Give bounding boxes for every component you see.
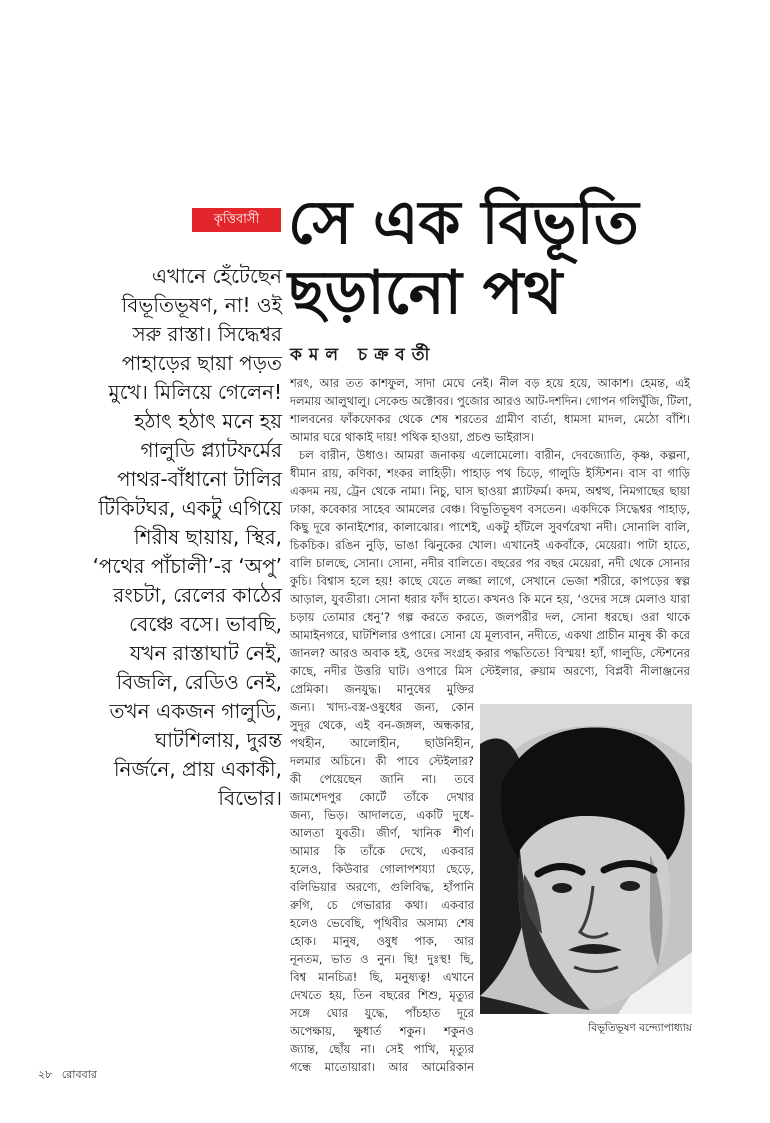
pull-quote-line: বিভোর।	[218, 786, 282, 810]
pull-quote-line: বেঞ্চে বসে। ভাবছি,	[128, 612, 282, 636]
body-line: প্রেমিকা। জনযুদ্ধ। মানুষের মুক্তির	[290, 682, 474, 696]
body-line: গন্ধে মাতোয়ারা। আর আমেরিকান	[290, 1060, 474, 1074]
title-line-2: ছড়ানো পথ	[288, 258, 563, 328]
pull-quote-line: রংচটা, রেলের কাঠের	[113, 583, 282, 607]
body-line: হলেও, কিউবার গোলাপশয্যা ছেড়ে,	[290, 862, 474, 876]
pull-quote	[20, 262, 282, 813]
pull-quote-line: মুখে। মিলিয়ে গেলেন!	[108, 380, 282, 404]
pull-quote-line: বিভূতিভূষণ, না! ওই	[121, 293, 282, 317]
page-footer	[38, 1066, 97, 1085]
body-line: একদম নয়, ট্রেন থেকে নামা। নিচু, ঘাস ছাওয়া প্ল্যাটফর্ম। কদম, অশ্বত্থ, নিমগাছের ছায়া	[290, 484, 690, 498]
body-line: আমার ঘরে থাকাই দায়! পথিক হাওয়া, প্রচণ্ড ভাইরাস।	[290, 430, 534, 444]
body-line: বালি চালছে, সোনা। সোনা, নদীর বালিতে। বছরের পর বছর মেয়েরা, নদী থেকে সোনার	[290, 556, 690, 570]
body-line: বলিভিয়ার অরণ্যে, গুলিবিদ্ধ, হাঁপানি	[290, 880, 474, 894]
body-line: জন্য। খাদ্য-বস্ত্র-ওষুধের জন্য, কোন	[290, 700, 474, 714]
photo-caption: বিভূতিভূষণ বন্দ্যোপাধ্যায়	[588, 1022, 692, 1034]
article-title	[288, 188, 639, 328]
pull-quote-line: ঘাটশিলায়, দুরন্ত	[154, 728, 282, 752]
body-line: শালবনের ফাঁকফোকর থেকে শেষ শরতের গ্রামীণ বার্তা, ধামসা মাদল, মেঠো বাঁশি।	[290, 412, 690, 426]
body-line: ধীমান রায়, কণিকা, শংকর লাহিড়ী। পাহাড় পথ চিড়ে, গালুডি ইস্টিশন। বাস বা গাড়ি	[290, 466, 690, 480]
body-line: জন্য, ভিড়। আদালতে, একটি দুধে-	[290, 808, 474, 822]
pull-quote-line: পাহাড়ের ছায়া পড়ত	[121, 351, 282, 375]
body-line: আমার কি তাঁকে দেখে, একবার	[290, 844, 474, 858]
page-number: ২৮	[38, 1068, 53, 1081]
body-line: হলেও ভেবেছি, পৃথিবীর অসাম্য শেষ	[290, 916, 474, 930]
pull-quote-line: যখন রাস্তাঘাট নেই,	[129, 641, 282, 665]
body-line: পথহীন, আলোহীন, ছাউনিহীন,	[290, 736, 474, 750]
body-line: চিকচিক। রঙিন নুড়ি, ভাঙা ঝিনুকের খোল। এখানেই একবাঁকে, মেয়েরা। পাটা হাতে,	[290, 538, 690, 552]
pull-quote-line: বিজলি, রেডিও নেই,	[116, 670, 282, 694]
body-line: নূনতম, ভাত ও নুন। ছি! দুঃস্থ! ছি,	[290, 952, 474, 966]
pull-quote-line: তখন একজন গালুডি,	[109, 699, 282, 723]
body-line: সুদূর থেকে, এই বন-জঙ্গল, অন্ধকার,	[290, 718, 474, 732]
body-line: সঙ্গে ঘোর যুদ্ধে, পাঁচহাত দূরে	[290, 1006, 474, 1020]
body-line: শরৎ, আর তত কাশফুল, সাদা মেঘে নেই। নীল বড় হয়ে হয়ে, আকাশ। হেমন্ত, এই	[290, 376, 690, 390]
body-line: জানল? আরও অবাক হই, ওদের সংগ্রহ করার পদ্ধতিতে! বিস্ময়! হ্যাঁ, গালুডি, স্টেশনের	[290, 646, 690, 660]
pull-quote-line: ‘পথের পাঁচালী’-র ‘অপু’	[92, 554, 282, 578]
body-line: জ্যান্ত, ছোঁয় না। সেই পাখি, মৃত্যুর	[290, 1042, 474, 1056]
body-line: অপেক্ষায়, ক্ষুধার্ত শকুন। শকুনও	[290, 1024, 474, 1038]
body-line: কুচি। বিশ্বাস হলে হয়! কাছে যেতে লজ্জা লাগে, সেখানে ভেজা শরীরে, কাপড়ের স্বল্প	[290, 574, 690, 588]
body-line: চড়ায় তোমার ধেনু’? গল্প করতে করতে, জলপরীর দল, সোনা ধরছে। ওরা থাকে	[290, 610, 690, 624]
body-line: ঢাকা, কবেকার সাহেব আমলের বেঞ্চ। বিভূতিভূষণ বসতেন। একদিকে সিদ্ধেশ্বর পাহাড়,	[290, 502, 690, 516]
body-line: কী পেয়েছেন জানি না। তবে	[290, 772, 474, 786]
pull-quote-line: পাথর-বাঁধানো টালির	[117, 467, 282, 491]
body-line: কাছে, নদীর উত্তরি ঘাট। ওপারে মিস স্টেইলার, রুয়াম অরণ্যে, বিপ্লবী নীলাঞ্জনের	[290, 664, 690, 678]
pull-quote-line: টিকিটঘর, একটু এগিয়ে	[98, 496, 282, 520]
pull-quote-line: শিরীষ ছায়ায়, স্থির,	[134, 525, 282, 549]
body-line: দলমার অচিনে। কী পাবে স্টেইলার?	[290, 754, 474, 768]
section-tag: কৃত্তিবাসী	[192, 208, 281, 232]
pull-quote-line: গালুডি প্ল্যাটফর্মের	[140, 438, 282, 462]
body-line: দলমায় আলুথালু। সেকেন্ড অক্টোবর। পুজোর আরও আট-দশদিন। গোপন গলিঘুঁজি, টিলা,	[290, 394, 692, 408]
body-line: রুগি, চে গেভারার কথা। একবার	[290, 898, 474, 912]
body-line: আড়াল, যুবতীরা। সোনা ধরার ফাঁদ হাতে। কখনও কি মনে হয়, ‘ওদের সঙ্গে মেলাও যারা	[290, 592, 690, 606]
pull-quote-line: এখানে হেঁটেছেন	[151, 264, 282, 288]
portrait-photo	[480, 704, 692, 1014]
body-line: দেখতে হয়, তিন বছরের শিশু, মৃত্যুর	[290, 988, 474, 1002]
body-line: চল বারীন, উধাও। আমরা জনাকয় এলোমেলো। বারীন, দেবজ্যোতি, কৃষ্ণ, কল্পনা,	[299, 448, 690, 462]
body-line: হোক। মানুষ, ওষুধ পাক, আর	[290, 934, 474, 948]
body-line: জামশেদপুর কোর্টে তাঁকে দেখার	[290, 790, 474, 804]
body-line: আলতা যুবতী। জীর্ণ, খানিক শীর্ণ।	[290, 826, 474, 840]
pull-quote-line: নির্জনে, প্রায় একাকী,	[113, 757, 282, 781]
magazine-name: রোববার	[61, 1068, 97, 1081]
body-line: আমাইনগরে, ঘাটশিলার ওপারে। সোনা যে মূল্যবান, নদীতে, একথা প্রাচীন মানুষ কী করে	[290, 628, 690, 642]
title-line-1: সে এক বিভূতি	[288, 188, 639, 258]
pull-quote-line: হঠাৎ হঠাৎ মনে হয়	[134, 409, 282, 433]
pull-quote-line: সরু রাস্তা। সিদ্ধেশ্বর	[132, 322, 282, 346]
author-byline: কমল চক্রবর্তী	[290, 345, 437, 365]
body-line: কিছু দূরে কানাইশোর, কালাঝোর। পাশেই, একটু হাঁটলে সুবর্ণরেখা নদী। সোনালি বালি,	[290, 520, 690, 534]
body-line: বিশ্ব মানচিত্র! ছি, মনুষ্যত্ব! এখানে	[290, 970, 474, 984]
